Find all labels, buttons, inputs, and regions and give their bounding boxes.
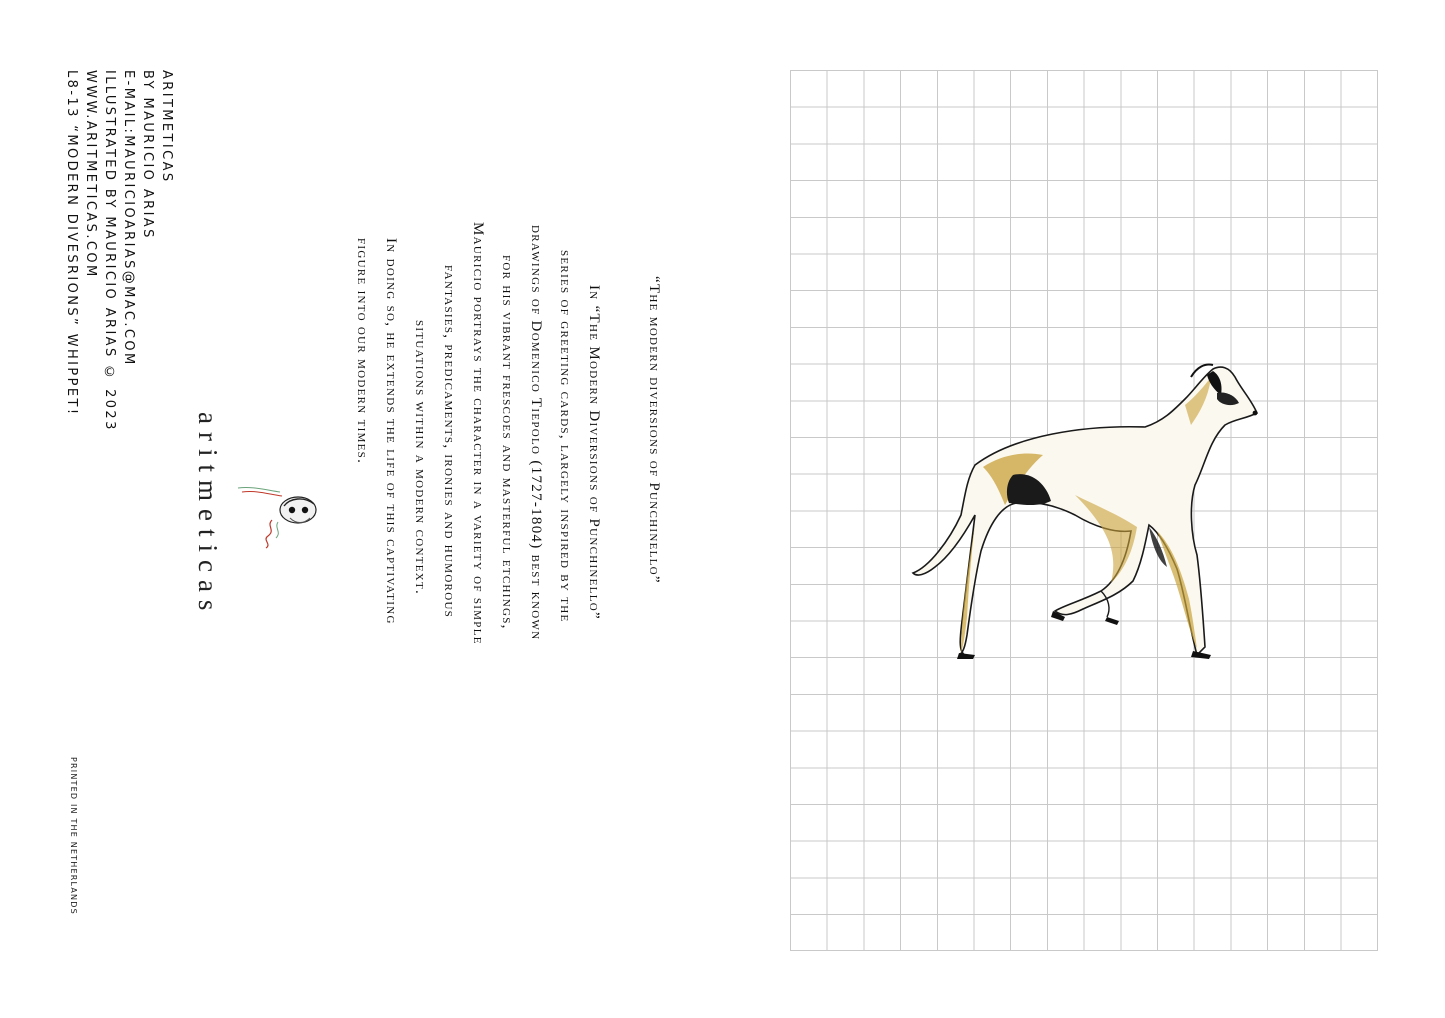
- story-line: series of greeting cards, largely inspired by the: [557, 250, 573, 623]
- brand-wordmark: aritmeticas: [193, 412, 223, 619]
- punchinello-mask-icon: [232, 480, 322, 550]
- colophon-line-product-code: L8-13 “MODERN DIVESRIONS” WHIPPET!: [64, 70, 79, 417]
- story-line: situations within a modern context.: [412, 320, 428, 596]
- story-line: fantasies, predicaments, ironies and humorous: [441, 265, 457, 619]
- whippet-icon: [905, 355, 1265, 665]
- colophon-line-author: BY MAURICIO ARIAS: [140, 70, 155, 240]
- printed-in-note: PRINTED IN THE NETHERLANDS: [69, 757, 78, 915]
- story-line: drawings of Domenico Tiepolo (1727-1804) best known: [528, 225, 544, 641]
- colophon-line-company: ARITMETICAS: [159, 70, 174, 184]
- colophon-line-email: E-MAIL:MAURICIOARIAS@MAC.COM: [121, 70, 136, 367]
- colophon: [62, 70, 176, 432]
- colophon-line-website: WWW.ARITMETICAS.COM: [83, 70, 98, 279]
- colophon-line-copyright: ILLUSTRATED BY MAURICIO ARIAS © 2023: [102, 70, 117, 432]
- story-body: [347, 0, 608, 1018]
- story-title: “The modern diversions of Punchinello”: [646, 276, 662, 584]
- story-line: In doing so, he extends the life of this captivating: [383, 238, 399, 625]
- story-line: for his vibrant frescoes and masterful etchings,: [499, 255, 515, 630]
- story-line: Mauricio portrays the character in a variety of simple: [470, 222, 486, 645]
- story-line: figure into our modern times.: [354, 238, 370, 465]
- story-line: In “The Modern Diversions of Punchinello”: [586, 285, 602, 620]
